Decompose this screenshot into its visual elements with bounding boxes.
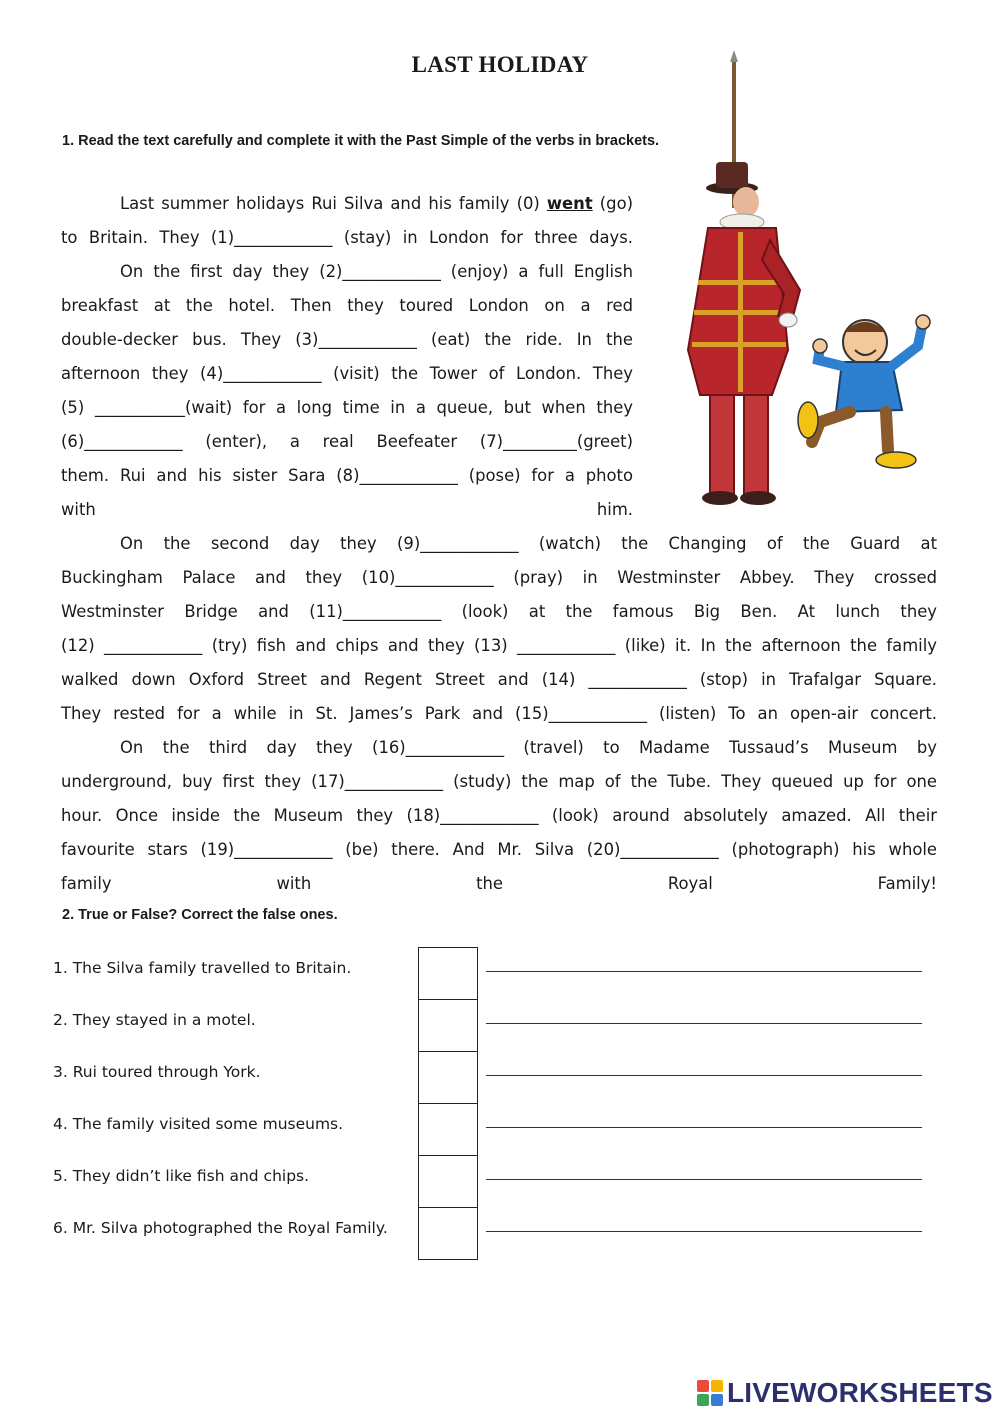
- correction-line[interactable]: [486, 971, 922, 972]
- paragraph-2: [61, 255, 633, 527]
- story-line: On the third day they (16)____________ (travel) to Madame Tussaud’s Museum by: [120, 738, 937, 757]
- story-line: underground, buy first they (17)____________ (study) the map of the Tube. They queued up for one: [61, 772, 937, 791]
- story-line: (12) ____________ (try) fish and chips and they (13) ____________ (like) it. In the afternoon the family: [61, 636, 937, 655]
- story-line: walked down Oxford Street and Regent Street and (14) ____________ (stop) in Trafalgar Square.: [61, 670, 937, 689]
- true-false-row: [53, 1103, 933, 1155]
- true-false-answer-box[interactable]: [418, 1207, 478, 1260]
- story-line: breakfast at the hotel. Then they toured London on a red: [61, 296, 633, 315]
- story-line: family with the Royal Family!: [61, 874, 937, 893]
- true-false-row: [53, 1207, 933, 1259]
- true-false-answer-box[interactable]: [418, 947, 478, 999]
- example-answer: went: [546, 194, 593, 213]
- statement-text: 5. They didn’t like fish and chips.: [53, 1167, 310, 1185]
- correction-line[interactable]: [486, 1179, 922, 1180]
- beefeater-icon: [688, 50, 800, 505]
- story-line: Last summer holidays Rui Silva and his family (0) went (go): [120, 194, 633, 213]
- story-line: with him.: [61, 500, 633, 519]
- story-line: Buckingham Palace and they (10)____________ (pray) in Westminster Abbey. They crossed: [61, 568, 937, 587]
- true-false-row: [53, 1155, 933, 1207]
- story-line: (5) ___________(wait) for a long time in a queue, but when they: [61, 398, 633, 417]
- true-false-answer-box[interactable]: [418, 1155, 478, 1207]
- story-line: double-decker bus. They (3)____________ (eat) the ride. In the: [61, 330, 633, 349]
- true-false-row: [53, 1051, 933, 1103]
- correction-line[interactable]: [486, 1075, 922, 1076]
- correction-line[interactable]: [486, 1023, 922, 1024]
- statement-text: 2. They stayed in a motel.: [53, 1011, 256, 1029]
- paragraph-4: [61, 731, 937, 901]
- true-false-answer-box[interactable]: [418, 1051, 478, 1103]
- true-false-answer-box[interactable]: [418, 999, 478, 1051]
- true-false-row: [53, 947, 933, 999]
- story-line: them. Rui and his sister Sara (8)____________ (pose) for a photo: [61, 466, 633, 485]
- true-false-row: [53, 999, 933, 1051]
- story-line: favourite stars (19)____________ (be) there. And Mr. Silva (20)____________ (photograph) his whole: [61, 840, 937, 859]
- story-line: (6)____________ (enter), a real Beefeater (7)_________(greet): [61, 432, 633, 451]
- statement-text: 3. Rui toured through York.: [53, 1063, 261, 1081]
- story-line: afternoon they (4)____________ (visit) the Tower of London. They: [61, 364, 633, 383]
- correction-line[interactable]: [486, 1231, 922, 1232]
- correction-line[interactable]: [486, 1127, 922, 1128]
- story-line: They rested for a while in St. James’s Park and (15)____________ (listen) To an open-air concert.: [61, 704, 937, 723]
- story-line: Westminster Bridge and (11)____________ (look) at the famous Big Ben. At lunch they: [61, 602, 937, 621]
- worksheet-title: LAST HOLIDAY: [411, 52, 589, 77]
- true-false-answer-box[interactable]: [418, 1103, 478, 1155]
- boy-icon: [798, 315, 930, 468]
- story-line: to Britain. They (1)____________ (stay) in London for three days.: [61, 228, 633, 247]
- exercise1-instruction: 1. Read the text carefully and complete it with the Past Simple of the verbs in brackets.: [62, 133, 660, 149]
- story-line: hour. Once inside the Museum they (18)____________ (look) around absolutely amazed. All their: [61, 806, 937, 825]
- liveworksheets-logo[interactable]: [697, 1378, 993, 1408]
- paragraph-1: [61, 187, 633, 255]
- logo-text: LIVEWORKSHEETS: [727, 1377, 993, 1408]
- beefeater-and-boy-illustration: [660, 50, 940, 520]
- statement-text: 4. The family visited some museums.: [53, 1115, 344, 1133]
- paragraph-3: [61, 527, 937, 731]
- story-line: On the first day they (2)____________ (enjoy) a full English: [120, 262, 633, 281]
- statement-text: 1. The Silva family travelled to Britain.: [53, 959, 352, 977]
- story-line: On the second day they (9)____________ (watch) the Changing of the Guard at: [120, 534, 937, 553]
- statement-text: 6. Mr. Silva photographed the Royal Family.: [53, 1219, 388, 1237]
- liveworksheets-logo-icon: [697, 1380, 723, 1406]
- exercise2-instruction: 2. True or False? Correct the false ones.: [62, 907, 338, 923]
